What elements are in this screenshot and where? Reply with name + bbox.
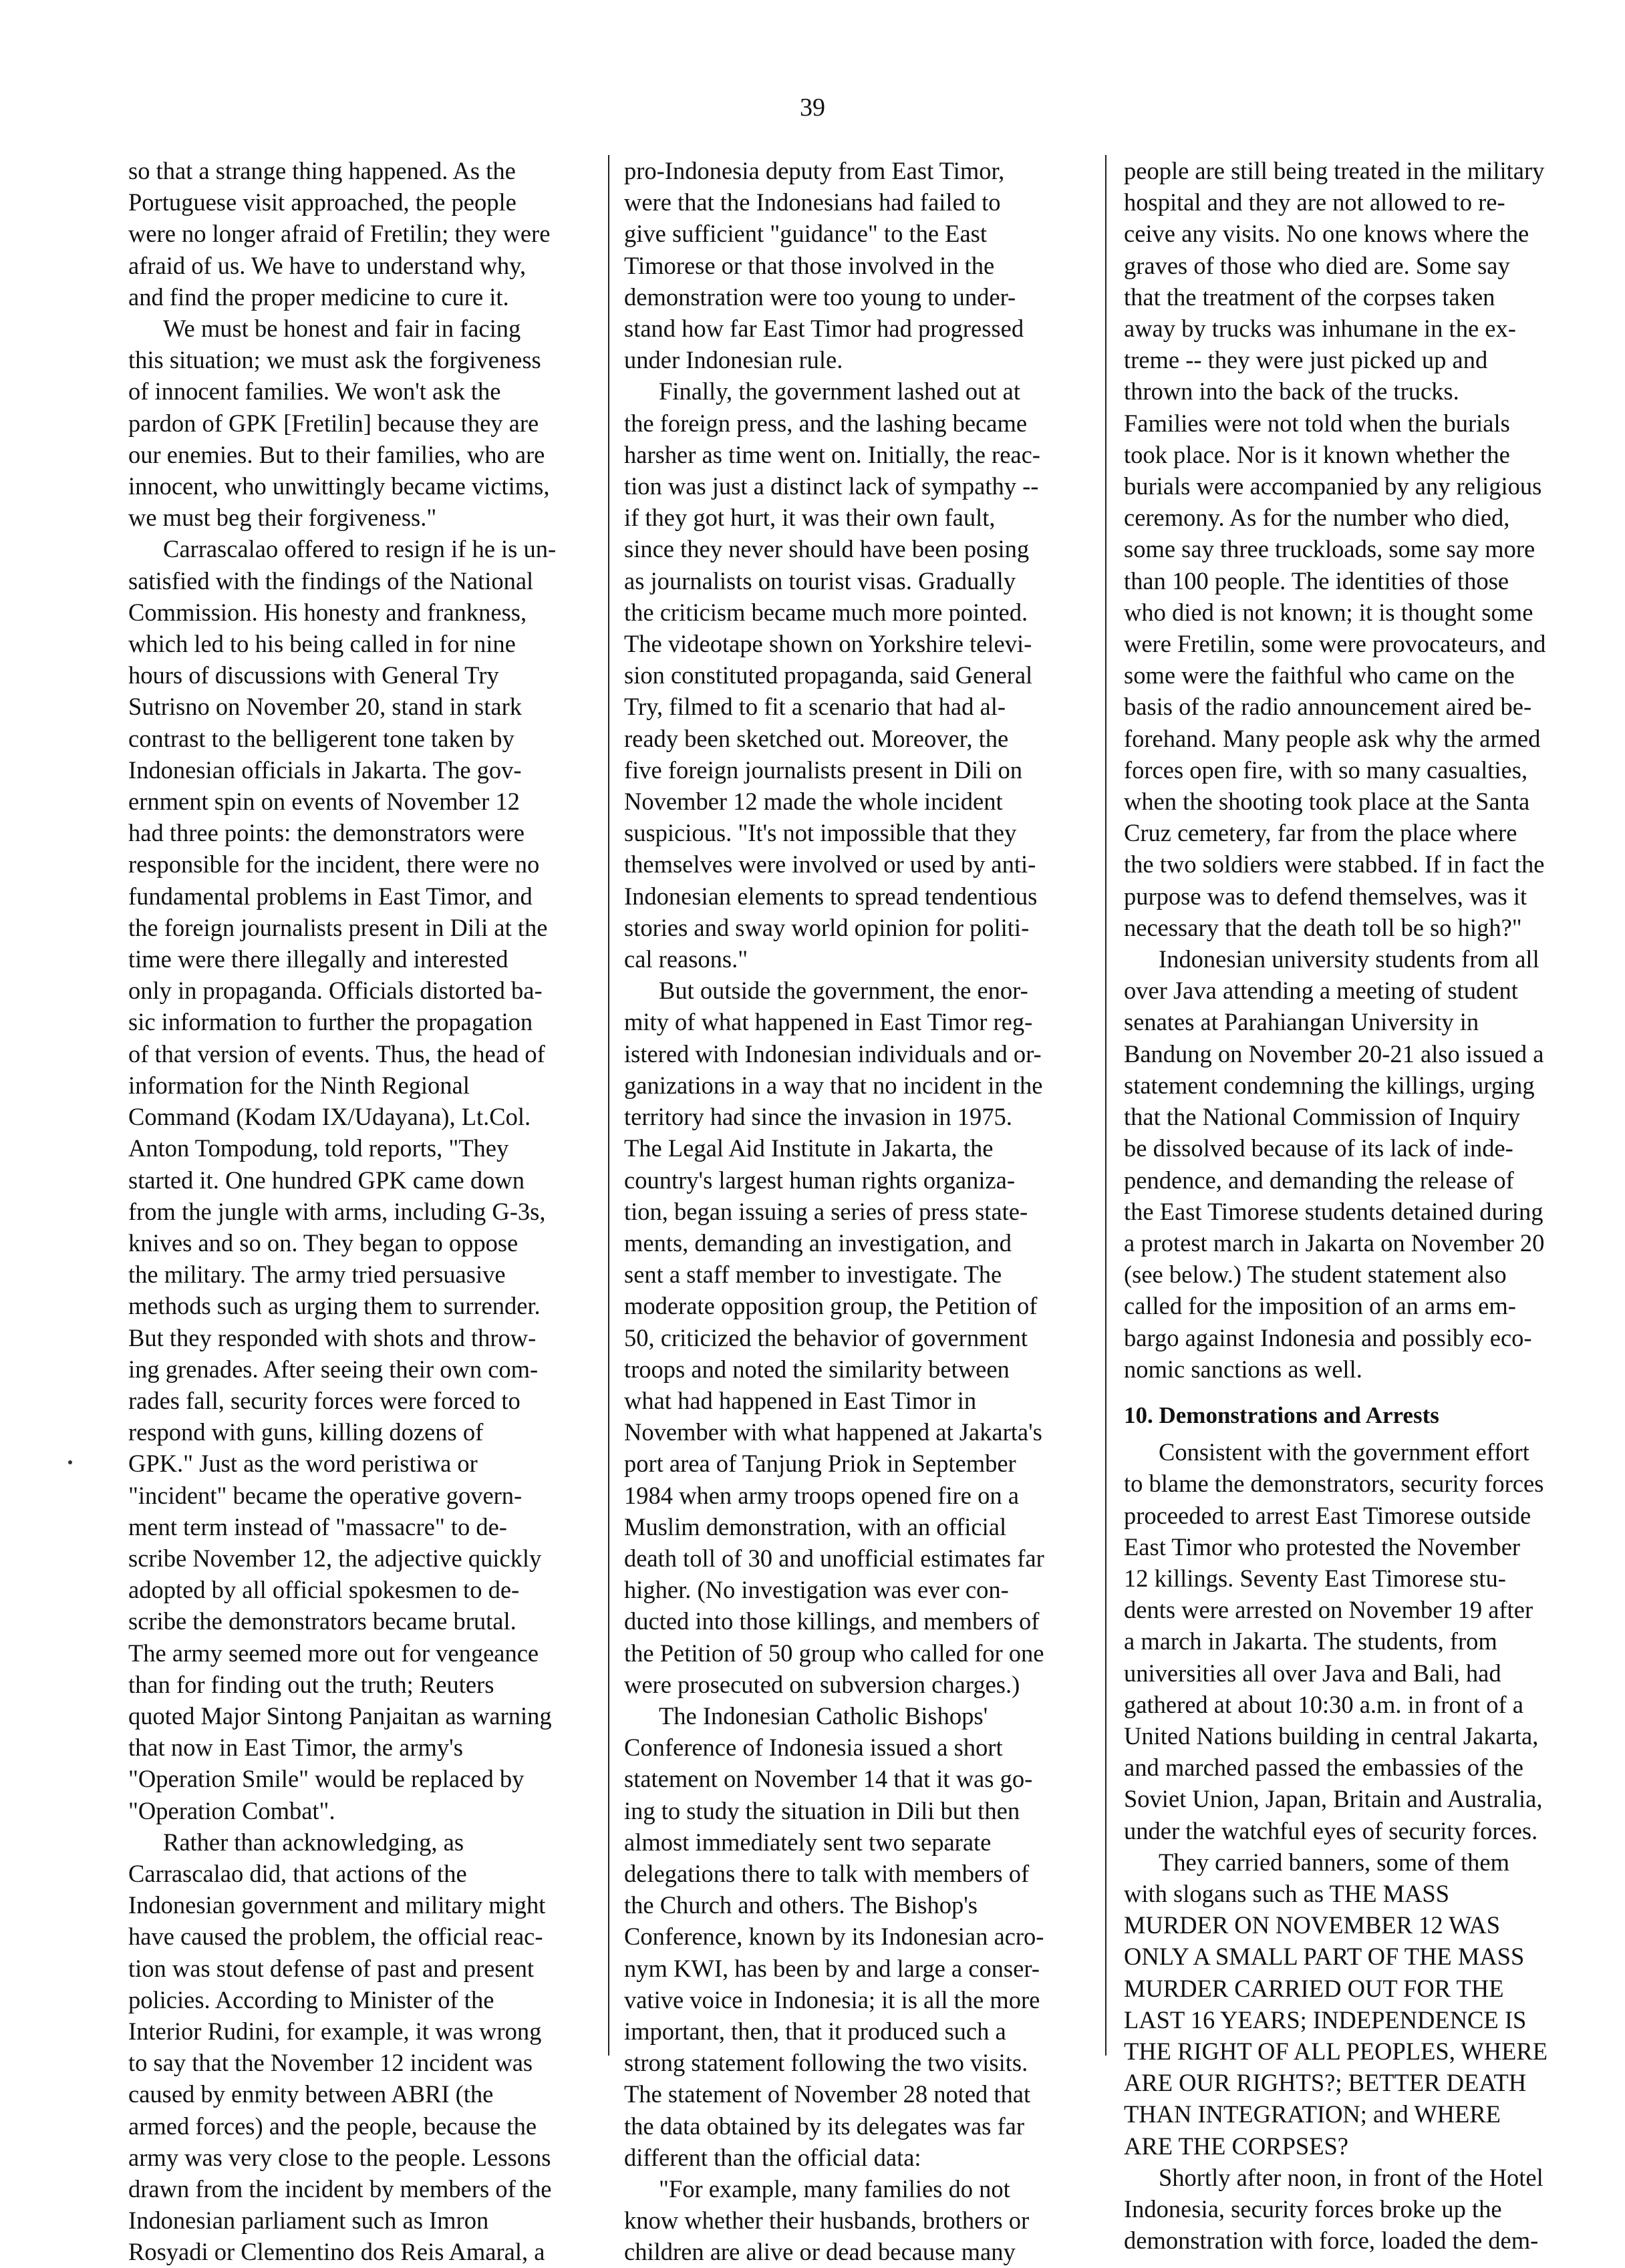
- text-line: took place. Nor is it known whether the: [1124, 440, 1510, 468]
- text-line: ceremony. As for the number who died,: [1124, 504, 1510, 532]
- text-line: were no longer afraid of Fretilin; they were: [128, 220, 551, 248]
- text-line: were Fretilin, some were provocateurs, and: [1124, 630, 1546, 658]
- text-line: THAN INTEGRATION; and WHERE: [1124, 2100, 1501, 2128]
- text-line: Try, filmed to fit a scenario that had al-: [624, 693, 1006, 721]
- text-line: Finally, the government lashed out at: [659, 377, 1020, 406]
- text-line: scribe November 12, the adjective quickly: [128, 1544, 542, 1572]
- text-line: were prosecuted on subversion charges.): [624, 1670, 1020, 1698]
- section-heading: 10. Demonstrations and Arrests: [1124, 1402, 1439, 1428]
- text-line: The army seemed more out for vengeance: [128, 1639, 539, 1667]
- text-line: responsible for the incident, there were no: [128, 850, 540, 878]
- text-line: children are alive or dead because many: [624, 2238, 1016, 2266]
- text-line: different than the official data:: [624, 2143, 921, 2171]
- text-line: necessary that the death toll be so high?": [1124, 913, 1522, 941]
- text-line: mity of what happened in East Timor reg-: [624, 1008, 1033, 1036]
- text-line: graves of those who died are. Some say: [1124, 251, 1510, 279]
- text-line: ONLY A SMALL PART OF THE MASS: [1124, 1943, 1525, 1971]
- text-line: Timorese or that those involved in the: [624, 251, 995, 279]
- text-line: ganizations in a way that no incident in the: [624, 1071, 1043, 1099]
- text-line: tion, began issuing a series of press state-: [624, 1197, 1028, 1225]
- text-line: Indonesia, security forces broke up the: [1124, 2195, 1502, 2223]
- text-line: since they never should have been posing: [624, 535, 1030, 563]
- text-line: drawn from the incident by members of the: [128, 2175, 552, 2203]
- text-line: hours of discussions with General Try: [128, 661, 499, 689]
- text-line: ment term instead of "massacre" to de-: [128, 1512, 507, 1541]
- text-line: They carried banners, some of them: [1159, 1848, 1509, 1876]
- text-line: army was very close to the people. Lessons: [128, 2143, 551, 2171]
- text-line: have caused the problem, the official reac-: [128, 1923, 543, 1951]
- text-line: what had happened in East Timor in: [624, 1386, 977, 1414]
- text-line: MURDER CARRIED OUT FOR THE: [1124, 1974, 1504, 2002]
- text-line: sent a staff member to investigate. The: [624, 1261, 1002, 1289]
- text-line: some were the faithful who came on the: [1124, 661, 1515, 689]
- text-line: a march in Jakarta. The students, from: [1124, 1627, 1497, 1655]
- column-divider: [608, 155, 609, 2056]
- text-line: we must beg their forgiveness.": [128, 504, 437, 532]
- text-line: East Timor who protested the November: [1124, 1532, 1521, 1561]
- text-line: Interior Rudini, for example, it was wrong: [128, 2017, 542, 2045]
- text-line: Carrascalao offered to resign if he is un-: [163, 535, 557, 563]
- text-line: a protest march in Jakarta on November 20: [1124, 1229, 1545, 1257]
- text-line: delegations there to talk with members of: [624, 1859, 1030, 1887]
- text-line: time were there illegally and interested: [128, 945, 508, 973]
- text-line: "Operation Combat".: [128, 1796, 335, 1824]
- text-line: dents were arrested on November 19 after: [1124, 1596, 1533, 1624]
- text-line: called for the imposition of an arms em-: [1124, 1292, 1516, 1320]
- text-line: that the National Commission of Inquiry: [1124, 1103, 1521, 1131]
- text-line: Sutrisno on November 20, stand in stark: [128, 693, 523, 721]
- text-line: senates at Parahiangan University in: [1124, 1008, 1479, 1036]
- text-line: But outside the government, the enor-: [659, 977, 1028, 1005]
- text-line: tion was stout defense of past and present: [128, 1954, 535, 1982]
- text-line: Soviet Union, Japan, Britain and Australia,: [1124, 1785, 1543, 1813]
- text-line: nym KWI, has been by and large a conser-: [624, 1954, 1040, 1982]
- text-line: ARE OUR RIGHTS?; BETTER DEATH: [1124, 2069, 1527, 2097]
- text-line: statement on November 14 that it was go-: [624, 1765, 1033, 1793]
- text-line: higher. (No investigation was ever con-: [624, 1576, 1009, 1604]
- text-line: Muslim demonstration, with an official: [624, 1512, 1007, 1541]
- text-line: bargo against Indonesia and possibly eco-: [1124, 1323, 1532, 1351]
- text-line: treme -- they were just picked up and: [1124, 346, 1488, 374]
- text-line: away by trucks was inhumane in the ex-: [1124, 315, 1516, 343]
- text-line: the data obtained by its delegates was far: [624, 2112, 1024, 2140]
- text-line: ing grenades. After seeing their own com-: [128, 1355, 539, 1383]
- text-line: strong statement following the two visits.: [624, 2049, 1028, 2077]
- text-line: THE RIGHT OF ALL PEOPLES, WHERE: [1124, 2037, 1548, 2065]
- text-line: methods such as urging them to surrender.: [128, 1292, 541, 1320]
- text-line: this situation; we must ask the forgiveness: [128, 346, 541, 374]
- text-line: moderate opposition group, the Petition of: [624, 1292, 1038, 1320]
- text-line: knives and so on. They began to oppose: [128, 1229, 519, 1257]
- text-line: innocent, who unwittingly became victims,: [128, 472, 550, 500]
- text-line: Indonesian university students from all: [1159, 945, 1539, 973]
- text-line: caused by enmity between ABRI (the: [128, 2080, 494, 2108]
- text-line: afraid of us. We have to understand why,: [128, 251, 527, 279]
- text-line: ments, demanding an investigation, and: [624, 1229, 1012, 1257]
- text-line: contrast to the belligerent tone taken by: [128, 724, 514, 752]
- text-line: Commission. His honesty and frankness,: [128, 598, 527, 626]
- text-line: country's largest human rights organiza-: [624, 1166, 1016, 1194]
- text-line: ing to study the situation in Dili but then: [624, 1796, 1020, 1824]
- text-line: over Java attending a meeting of student: [1124, 977, 1518, 1005]
- column-divider: [1105, 155, 1106, 2056]
- text-line: under Indonesian rule.: [624, 346, 843, 374]
- text-line: to say that the November 12 incident was: [128, 2049, 533, 2077]
- text-line: the East Timorese students detained during: [1124, 1197, 1543, 1225]
- text-line: so that a strange thing happened. As the: [128, 157, 516, 184]
- text-line: the military. The army tried persuasive: [128, 1261, 506, 1289]
- text-line: Indonesian elements to spread tendentious: [624, 882, 1038, 910]
- text-line: the criticism became much more pointed.: [624, 598, 1028, 626]
- text-line: ceive any visits. No one knows where the: [1124, 220, 1529, 248]
- text-line: scribe the demonstrators became brutal.: [128, 1607, 516, 1635]
- text-line: Rosyadi or Clementino dos Reis Amaral, a: [128, 2238, 545, 2266]
- text-line: when the shooting took place at the Santa: [1124, 788, 1530, 816]
- text-line: only in propaganda. Officials distorted ba-: [128, 977, 543, 1005]
- text-line: harsher as time went on. Initially, the reac-: [624, 440, 1040, 468]
- text-line: port area of Tanjung Priok in September: [624, 1450, 1016, 1478]
- page-number: 39: [800, 94, 825, 122]
- text-line: than for finding out the truth; Reuters: [128, 1670, 494, 1698]
- text-line: people are still being treated in the military: [1124, 157, 1545, 184]
- text-line: some say three truckloads, some say more: [1124, 535, 1535, 563]
- text-line: Portuguese visit approached, the people: [128, 188, 516, 216]
- text-line: Anton Tompodung, told reports, "They: [128, 1134, 509, 1162]
- text-line: "Operation Smile" would be replaced by: [128, 1765, 525, 1793]
- text-line: sion constituted propaganda, said General: [624, 661, 1033, 689]
- text-line: LAST 16 YEARS; INDEPENDENCE IS: [1124, 2005, 1527, 2034]
- text-line: and marched passed the embassies of the: [1124, 1754, 1523, 1782]
- text-line: Cruz cemetery, far from the place where: [1124, 819, 1517, 847]
- text-column-2: [624, 155, 1092, 2268]
- text-line: demonstration were too young to under-: [624, 283, 1016, 311]
- text-line: burials were accompanied by any religious: [1124, 472, 1542, 500]
- text-line: policies. According to Minister of the: [128, 1985, 494, 2013]
- text-line: MURDER ON NOVEMBER 12 WAS: [1124, 1911, 1501, 1939]
- text-line: fundamental problems in East Timor, and: [128, 882, 533, 910]
- text-line: five foreign journalists present in Dili on: [624, 756, 1023, 784]
- text-line: Rather than acknowledging, as: [163, 1828, 464, 1856]
- text-line: cal reasons.": [624, 945, 748, 973]
- text-line: almost immediately sent two separate: [624, 1828, 992, 1856]
- text-line: purpose was to defend themselves, was it: [1124, 882, 1527, 910]
- text-line: information for the Ninth Regional: [128, 1071, 470, 1099]
- text-line: Carrascalao did, that actions of the: [128, 1859, 467, 1887]
- text-line: But they responded with shots and throw-: [128, 1323, 537, 1351]
- text-line: 12 killings. Seventy East Timorese stu-: [1124, 1564, 1506, 1592]
- text-line: the Petition of 50 group who called for one: [624, 1639, 1044, 1667]
- text-line: The Indonesian Catholic Bishops': [659, 1702, 988, 1730]
- text-line: "For example, many families do not: [659, 2175, 1010, 2203]
- text-line: armed forces) and the people, because the: [128, 2112, 537, 2140]
- text-line: demonstration with force, loaded the dem-: [1124, 2227, 1539, 2255]
- text-line: were that the Indonesians had failed to: [624, 188, 1001, 216]
- text-line: GPK." Just as the word peristiwa or: [128, 1450, 478, 1478]
- text-column-1: [128, 155, 596, 2268]
- text-line: if they got hurt, it was their own fault,: [624, 504, 996, 532]
- text-line: United Nations building in central Jakarta,: [1124, 1722, 1539, 1750]
- text-line: ARE THE CORPSES?: [1124, 2132, 1348, 2160]
- text-line: from the jungle with arms, including G-3s,: [128, 1197, 546, 1225]
- text-line: to blame the demonstrators, security forces: [1124, 1470, 1544, 1498]
- text-line: hospital and they are not allowed to re-: [1124, 188, 1505, 216]
- text-line: Shortly after noon, in front of the Hotel: [1159, 2163, 1543, 2191]
- text-column-3: [1124, 155, 1605, 2256]
- text-line: The statement of November 28 noted that: [624, 2080, 1031, 2108]
- text-line: Indonesian government and military might: [128, 1891, 546, 1919]
- text-line: Command (Kodam IX/Udayana), Lt.Col.: [128, 1103, 531, 1131]
- text-line: of that version of events. Thus, the head of: [128, 1039, 545, 1068]
- text-line: give sufficient "guidance" to the East: [624, 220, 988, 248]
- text-line: pro-Indonesia deputy from East Timor,: [624, 157, 1005, 184]
- text-line: the foreign journalists present in Dili at the: [128, 913, 548, 941]
- text-line: Consistent with the government effort: [1159, 1438, 1529, 1466]
- text-line: suspicious. "It's not impossible that they: [624, 819, 1017, 847]
- text-line: under the watchful eyes of security forces.: [1124, 1816, 1538, 1844]
- text-line: Families were not told when the burials: [1124, 409, 1510, 437]
- stray-dot: [68, 1460, 72, 1464]
- text-line: tion was just a distinct lack of sympathy --: [624, 472, 1039, 500]
- text-line: Conference, known by its Indonesian acro-: [624, 1923, 1044, 1951]
- text-line: that the treatment of the corpses taken: [1124, 283, 1495, 311]
- text-line: stories and sway world opinion for politi-: [624, 913, 1030, 941]
- text-line: thrown into the back of the trucks.: [1124, 377, 1459, 406]
- text-line: (see below.) The student statement also: [1124, 1261, 1507, 1289]
- text-line: troops and noted the similarity between: [624, 1355, 1010, 1383]
- text-line: ready been sketched out. Moreover, the: [624, 724, 1009, 752]
- text-line: nomic sanctions as well.: [1124, 1355, 1362, 1383]
- text-line: be dissolved because of its lack of inde-: [1124, 1134, 1513, 1162]
- text-line: pendence, and demanding the release of: [1124, 1166, 1514, 1194]
- text-line: vative voice in Indonesia; it is all the more: [624, 1985, 1040, 2013]
- text-line: respond with guns, killing dozens of: [128, 1418, 484, 1446]
- text-line: as journalists on tourist visas. Gradually: [624, 566, 1016, 595]
- text-line: Conference of Indonesia issued a short: [624, 1734, 1003, 1762]
- text-line: satisfied with the findings of the National: [128, 566, 534, 595]
- text-line: our enemies. But to their families, who are: [128, 440, 545, 468]
- text-line: November 12 made the whole incident: [624, 788, 1003, 816]
- text-line: the two soldiers were stabbed. If in fact the: [1124, 850, 1545, 878]
- text-line: forehand. Many people ask why the armed: [1124, 724, 1541, 752]
- text-line: basis of the radio announcement aired be-: [1124, 693, 1532, 721]
- text-line: which led to his being called in for nine: [128, 630, 516, 658]
- text-line: know whether their husbands, brothers or: [624, 2207, 1030, 2235]
- text-line: and find the proper medicine to cure it.: [128, 283, 509, 311]
- text-line: important, then, that it produced such a: [624, 2017, 1006, 2045]
- text-line: 50, criticized the behavior of government: [624, 1323, 1028, 1351]
- text-line: who died is not known; it is thought some: [1124, 598, 1533, 626]
- text-line: forces open fire, with so many casualties,: [1124, 756, 1528, 784]
- text-line: with slogans such as THE MASS: [1124, 1879, 1450, 1907]
- text-line: themselves were involved or used by anti-: [624, 850, 1036, 878]
- text-line: ducted into those killings, and members of: [624, 1607, 1040, 1635]
- text-line: started it. One hundred GPK came down: [128, 1166, 525, 1194]
- text-line: the Church and others. The Bishop's: [624, 1891, 978, 1919]
- text-line: sic information to further the propagation: [128, 1008, 533, 1036]
- text-line: of innocent families. We won't ask the: [128, 377, 501, 406]
- text-line: adopted by all official spokesmen to de-: [128, 1576, 520, 1604]
- text-line: territory had since the invasion in 1975.: [624, 1103, 1012, 1131]
- text-line: universities all over Java and Bali, had: [1124, 1659, 1501, 1687]
- text-line: We must be honest and fair in facing: [163, 315, 521, 343]
- text-line: quoted Major Sintong Panjaitan as warning: [128, 1702, 552, 1730]
- text-line: stand how far East Timor had progressed: [624, 315, 1024, 343]
- text-line: "incident" became the operative govern-: [128, 1481, 523, 1509]
- text-line: had three points: the demonstrators were: [128, 819, 525, 847]
- text-line: November with what happened at Jakarta's: [624, 1418, 1042, 1446]
- text-line: the foreign press, and the lashing became: [624, 409, 1028, 437]
- text-line: death toll of 30 and unofficial estimates far: [624, 1544, 1044, 1572]
- text-line: The videotape shown on Yorkshire televi-: [624, 630, 1032, 658]
- text-line: Indonesian parliament such as Imron: [128, 2207, 489, 2235]
- text-line: The Legal Aid Institute in Jakarta, the: [624, 1134, 994, 1162]
- text-line: statement condemning the killings, urging: [1124, 1071, 1535, 1099]
- text-line: than 100 people. The identities of those: [1124, 566, 1509, 595]
- text-line: ernment spin on events of November 12: [128, 788, 520, 816]
- text-line: that now in East Timor, the army's: [128, 1734, 463, 1762]
- text-line: istered with Indonesian individuals and or-: [624, 1039, 1042, 1068]
- text-line: 1984 when army troops opened fire on a: [624, 1481, 1019, 1509]
- text-line: rades fall, security forces were forced to: [128, 1386, 521, 1414]
- text-line: proceeded to arrest East Timorese outside: [1124, 1501, 1531, 1529]
- text-line: gathered at about 10:30 a.m. in front of a: [1124, 1690, 1524, 1718]
- text-line: Bandung on November 20-21 also issued a: [1124, 1039, 1544, 1068]
- text-line: pardon of GPK [Fretilin] because they are: [128, 409, 539, 437]
- text-line: Indonesian officials in Jakarta. The gov-: [128, 756, 522, 784]
